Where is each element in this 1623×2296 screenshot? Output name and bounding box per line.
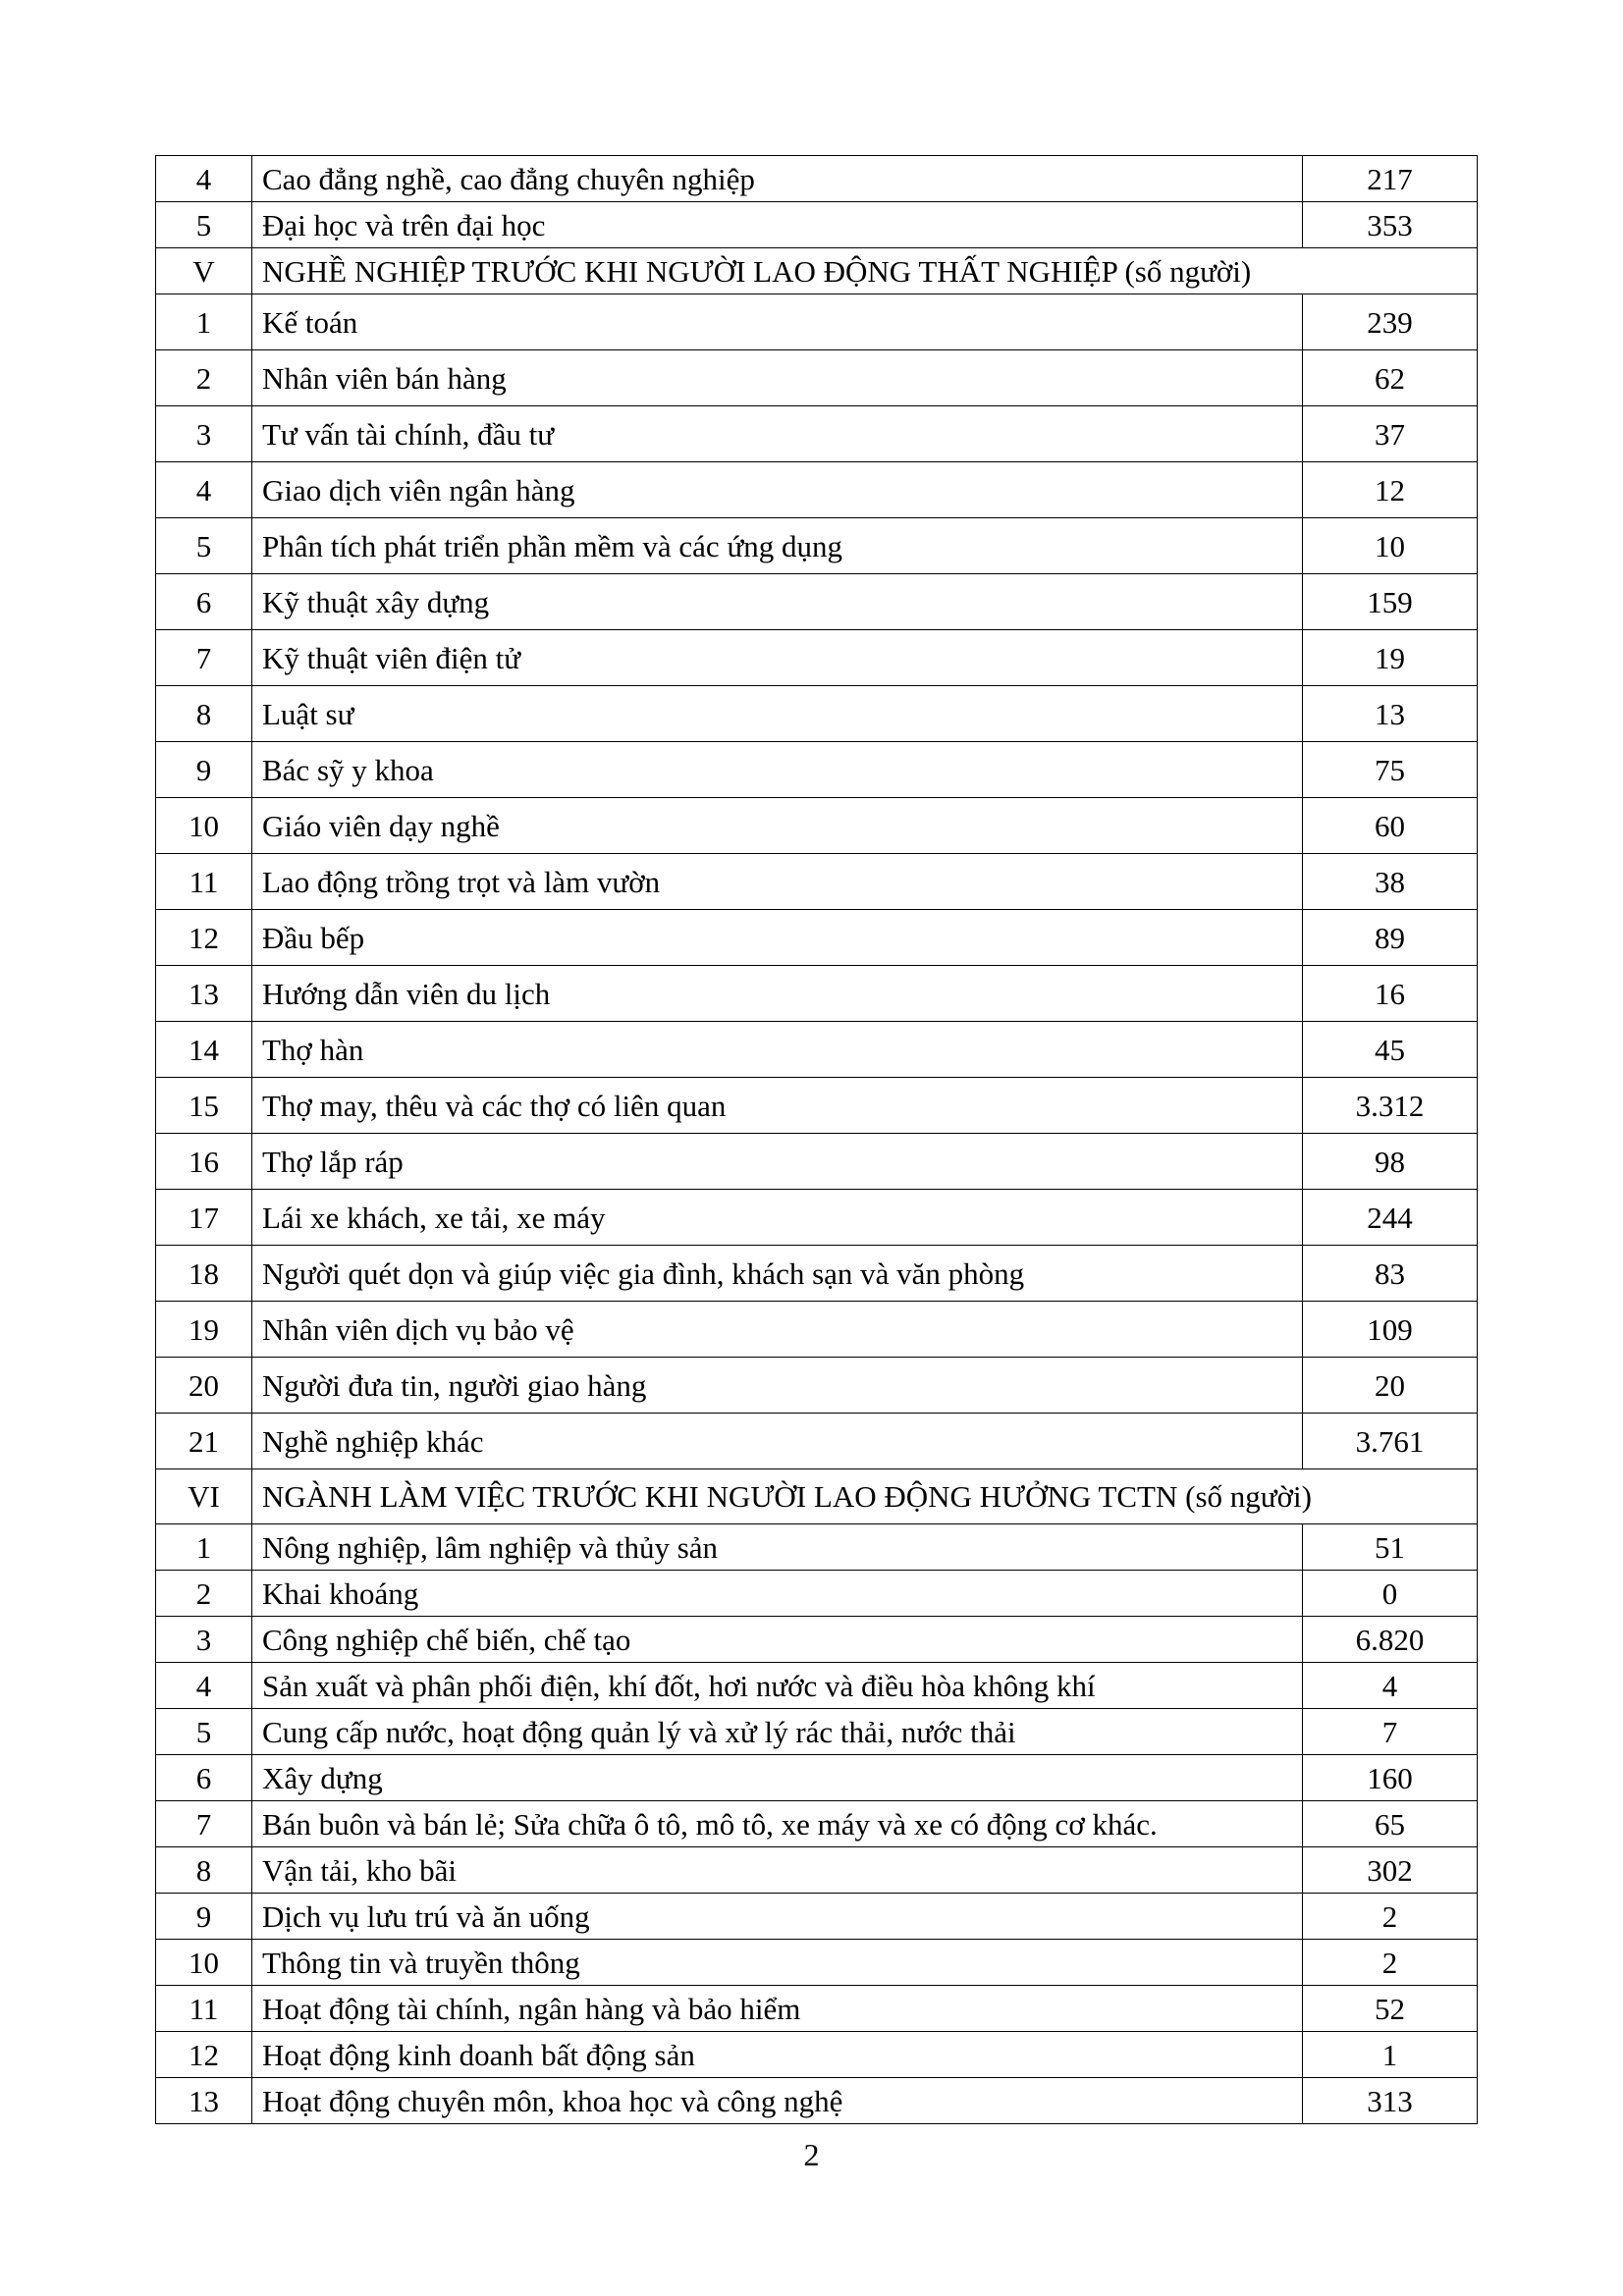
row-value: 12 bbox=[1303, 462, 1478, 518]
table-row bbox=[156, 1571, 1478, 1617]
table-row bbox=[156, 686, 1478, 742]
row-number: 2 bbox=[156, 350, 252, 406]
row-number: 8 bbox=[156, 686, 252, 742]
row-value: 83 bbox=[1303, 1246, 1478, 1302]
table-row bbox=[156, 406, 1478, 462]
row-number: 10 bbox=[156, 798, 252, 854]
statistics-table bbox=[155, 155, 1478, 2124]
section-title: NGHỀ NGHIỆP TRƯỚC KHI NGƯỜI LAO ĐỘNG THẤT NGHIỆP (số người) bbox=[252, 248, 1478, 294]
row-number: 2 bbox=[156, 1571, 252, 1617]
row-value: 13 bbox=[1303, 686, 1478, 742]
row-label: Kế toán bbox=[252, 294, 1303, 350]
row-label: Cung cấp nước, hoạt động quản lý và xử lý rác thải, nước thải bbox=[252, 1709, 1303, 1755]
table-row bbox=[156, 798, 1478, 854]
section-title: NGÀNH LÀM VIỆC TRƯỚC KHI NGƯỜI LAO ĐỘNG HƯỞNG TCTN (số người) bbox=[252, 1469, 1478, 1524]
table-row bbox=[156, 1663, 1478, 1709]
row-label: Giao dịch viên ngân hàng bbox=[252, 462, 1303, 518]
row-value: 38 bbox=[1303, 854, 1478, 910]
row-label: Hoạt động chuyên môn, khoa học và công nghệ bbox=[252, 2078, 1303, 2124]
row-number: 10 bbox=[156, 1940, 252, 1986]
row-value: 1 bbox=[1303, 2032, 1478, 2078]
row-value: 37 bbox=[1303, 406, 1478, 462]
row-value: 75 bbox=[1303, 742, 1478, 798]
table-row bbox=[156, 1134, 1478, 1190]
row-value: 62 bbox=[1303, 350, 1478, 406]
row-label: Người đưa tin, người giao hàng bbox=[252, 1358, 1303, 1414]
row-value: 52 bbox=[1303, 1986, 1478, 2032]
row-number: 11 bbox=[156, 854, 252, 910]
table-row bbox=[156, 1078, 1478, 1134]
row-value: 98 bbox=[1303, 1134, 1478, 1190]
table-row bbox=[156, 1986, 1478, 2032]
row-value: 45 bbox=[1303, 1022, 1478, 1078]
row-label: Luật sư bbox=[252, 686, 1303, 742]
row-number: 9 bbox=[156, 1894, 252, 1940]
row-label: Lao động trồng trọt và làm vườn bbox=[252, 854, 1303, 910]
row-label: Thợ may, thêu và các thợ có liên quan bbox=[252, 1078, 1303, 1134]
row-number: 13 bbox=[156, 966, 252, 1022]
row-label: Bán buôn và bán lẻ; Sửa chữa ô tô, mô tô, xe máy và xe có động cơ khác. bbox=[252, 1801, 1303, 1847]
row-value: 60 bbox=[1303, 798, 1478, 854]
row-label: Nhân viên bán hàng bbox=[252, 350, 1303, 406]
row-number: 3 bbox=[156, 1617, 252, 1663]
row-number: 5 bbox=[156, 1709, 252, 1755]
row-label: Thông tin và truyền thông bbox=[252, 1940, 1303, 1986]
row-label: Dịch vụ lưu trú và ăn uống bbox=[252, 1894, 1303, 1940]
row-number: 12 bbox=[156, 2032, 252, 2078]
row-number: 8 bbox=[156, 1847, 252, 1894]
row-number: 15 bbox=[156, 1078, 252, 1134]
row-label: Hoạt động tài chính, ngân hàng và bảo hiểm bbox=[252, 1986, 1303, 2032]
row-label: Thợ lắp ráp bbox=[252, 1134, 1303, 1190]
row-value: 19 bbox=[1303, 630, 1478, 686]
row-label: Đầu bếp bbox=[252, 910, 1303, 966]
table-row bbox=[156, 1302, 1478, 1358]
row-label: Đại học và trên đại học bbox=[252, 202, 1303, 248]
row-label: Vận tải, kho bãi bbox=[252, 1847, 1303, 1894]
table-row bbox=[156, 2032, 1478, 2078]
table-row bbox=[156, 1022, 1478, 1078]
row-value: 302 bbox=[1303, 1847, 1478, 1894]
row-label: Nhân viên dịch vụ bảo vệ bbox=[252, 1302, 1303, 1358]
table-row bbox=[156, 1414, 1478, 1469]
row-value: 65 bbox=[1303, 1801, 1478, 1847]
row-label: Phân tích phát triển phần mềm và các ứng dụng bbox=[252, 518, 1303, 574]
table-row bbox=[156, 1358, 1478, 1414]
table-row bbox=[156, 1940, 1478, 1986]
table-row bbox=[156, 630, 1478, 686]
table-row bbox=[156, 156, 1478, 202]
table-row bbox=[156, 202, 1478, 248]
row-value: 2 bbox=[1303, 1940, 1478, 1986]
page-number: 2 bbox=[803, 2137, 820, 2172]
section-header-row bbox=[156, 248, 1478, 294]
row-number: 3 bbox=[156, 406, 252, 462]
row-number: 11 bbox=[156, 1986, 252, 2032]
row-label: Người quét dọn và giúp việc gia đình, khách sạn và văn phòng bbox=[252, 1246, 1303, 1302]
row-label: Kỹ thuật xây dựng bbox=[252, 574, 1303, 630]
row-number: 5 bbox=[156, 518, 252, 574]
table-row bbox=[156, 1709, 1478, 1755]
row-value: 160 bbox=[1303, 1755, 1478, 1801]
row-number: 1 bbox=[156, 1524, 252, 1571]
row-number: 7 bbox=[156, 630, 252, 686]
row-label: Bác sỹ y khoa bbox=[252, 742, 1303, 798]
row-number: 4 bbox=[156, 462, 252, 518]
row-number: 7 bbox=[156, 1801, 252, 1847]
row-label: Tư vấn tài chính, đầu tư bbox=[252, 406, 1303, 462]
table-row bbox=[156, 1246, 1478, 1302]
row-value: 6.820 bbox=[1303, 1617, 1478, 1663]
table-row bbox=[156, 966, 1478, 1022]
row-value: 159 bbox=[1303, 574, 1478, 630]
table-row bbox=[156, 854, 1478, 910]
row-label: Nông nghiệp, lâm nghiệp và thủy sản bbox=[252, 1524, 1303, 1571]
row-number: 6 bbox=[156, 574, 252, 630]
row-label: Hướng dẫn viên du lịch bbox=[252, 966, 1303, 1022]
row-label: Sản xuất và phân phối điện, khí đốt, hơi nước và điều hòa không khí bbox=[252, 1663, 1303, 1709]
table-row bbox=[156, 1617, 1478, 1663]
row-number: 20 bbox=[156, 1358, 252, 1414]
table-row bbox=[156, 574, 1478, 630]
section-number: VI bbox=[156, 1469, 252, 1524]
row-number: 9 bbox=[156, 742, 252, 798]
row-label: Khai khoáng bbox=[252, 1571, 1303, 1617]
row-number: 14 bbox=[156, 1022, 252, 1078]
section-header-row bbox=[156, 1469, 1478, 1524]
row-number: 16 bbox=[156, 1134, 252, 1190]
row-value: 244 bbox=[1303, 1190, 1478, 1246]
row-number: 17 bbox=[156, 1190, 252, 1246]
table-row bbox=[156, 1894, 1478, 1940]
row-number: 6 bbox=[156, 1755, 252, 1801]
row-label: Công nghiệp chế biến, chế tạo bbox=[252, 1617, 1303, 1663]
table-row bbox=[156, 910, 1478, 966]
row-number: 18 bbox=[156, 1246, 252, 1302]
row-value: 7 bbox=[1303, 1709, 1478, 1755]
table-row bbox=[156, 294, 1478, 350]
table-row bbox=[156, 1847, 1478, 1894]
row-value: 3.312 bbox=[1303, 1078, 1478, 1134]
row-number: 5 bbox=[156, 202, 252, 248]
row-value: 89 bbox=[1303, 910, 1478, 966]
table-row bbox=[156, 350, 1478, 406]
row-value: 217 bbox=[1303, 156, 1478, 202]
row-value: 16 bbox=[1303, 966, 1478, 1022]
row-number: 4 bbox=[156, 156, 252, 202]
row-label: Thợ hàn bbox=[252, 1022, 1303, 1078]
table-row bbox=[156, 1755, 1478, 1801]
row-number: 21 bbox=[156, 1414, 252, 1469]
row-value: 20 bbox=[1303, 1358, 1478, 1414]
table-row bbox=[156, 1801, 1478, 1847]
table-row bbox=[156, 518, 1478, 574]
table-row bbox=[156, 1524, 1478, 1571]
row-value: 2 bbox=[1303, 1894, 1478, 1940]
row-number: 19 bbox=[156, 1302, 252, 1358]
table-row bbox=[156, 1190, 1478, 1246]
row-value: 109 bbox=[1303, 1302, 1478, 1358]
row-value: 313 bbox=[1303, 2078, 1478, 2124]
row-value: 0 bbox=[1303, 1571, 1478, 1617]
section-number: V bbox=[156, 248, 252, 294]
row-number: 4 bbox=[156, 1663, 252, 1709]
row-number: 13 bbox=[156, 2078, 252, 2124]
row-label: Giáo viên dạy nghề bbox=[252, 798, 1303, 854]
table-row bbox=[156, 2078, 1478, 2124]
row-value: 3.761 bbox=[1303, 1414, 1478, 1469]
row-label: Xây dựng bbox=[252, 1755, 1303, 1801]
table-row bbox=[156, 462, 1478, 518]
row-label: Nghề nghiệp khác bbox=[252, 1414, 1303, 1469]
row-label: Cao đẳng nghề, cao đẳng chuyên nghiệp bbox=[252, 156, 1303, 202]
row-value: 51 bbox=[1303, 1524, 1478, 1571]
row-value: 353 bbox=[1303, 202, 1478, 248]
row-value: 4 bbox=[1303, 1663, 1478, 1709]
row-label: Lái xe khách, xe tải, xe máy bbox=[252, 1190, 1303, 1246]
row-number: 12 bbox=[156, 910, 252, 966]
row-value: 10 bbox=[1303, 518, 1478, 574]
row-value: 239 bbox=[1303, 294, 1478, 350]
row-label: Hoạt động kinh doanh bất động sản bbox=[252, 2032, 1303, 2078]
row-number: 1 bbox=[156, 294, 252, 350]
table-row bbox=[156, 742, 1478, 798]
row-label: Kỹ thuật viên điện tử bbox=[252, 630, 1303, 686]
